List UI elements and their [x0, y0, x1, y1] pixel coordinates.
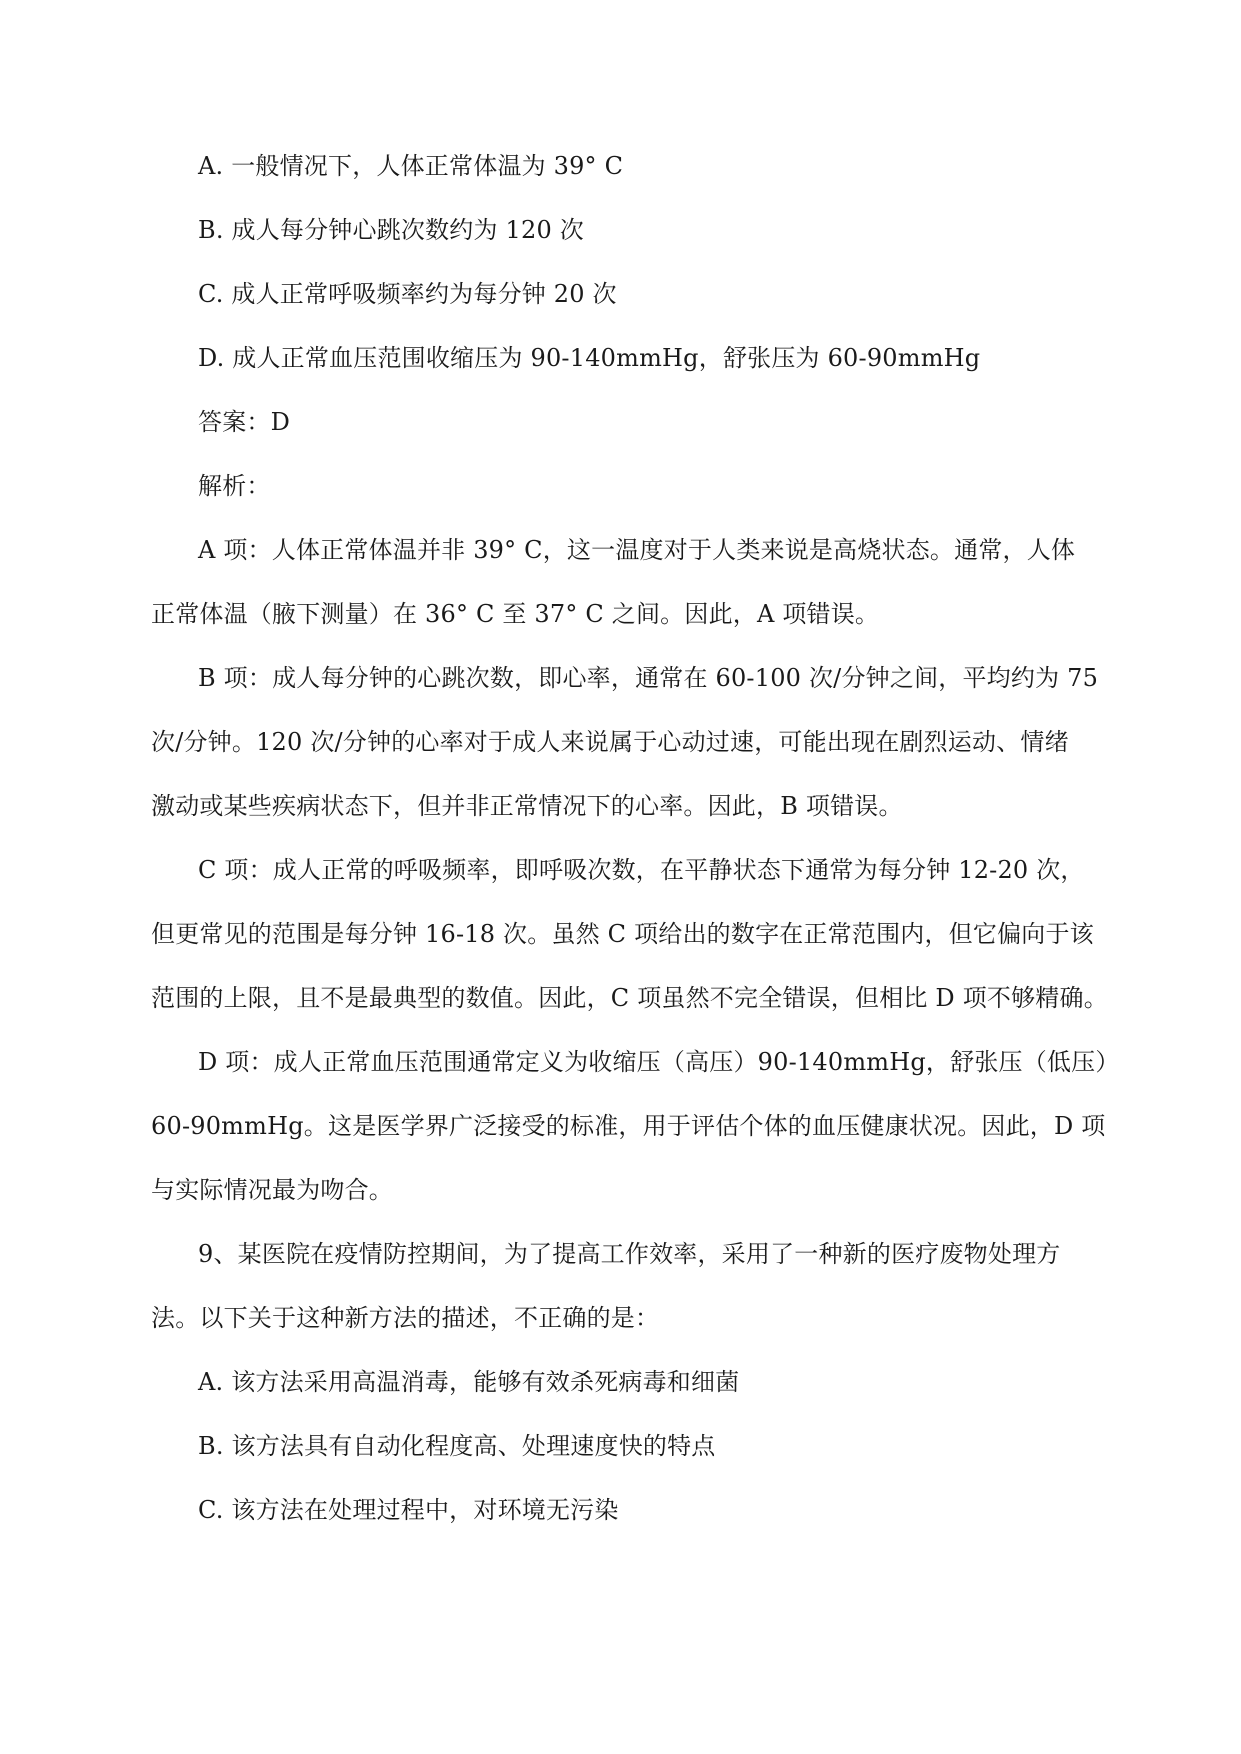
analysis-d-line-2: 60-90mmHg。这是医学界广泛接受的标准，用于评估个体的血压健康状况。因此，D 项 — [151, 1112, 1106, 1140]
analysis-heading: 解析： — [198, 472, 271, 500]
question8-option-c: C. 成人正常呼吸频率约为每分钟 20 次 — [198, 280, 617, 308]
question9-stem-line-1: 9、某医院在疫情防控期间，为了提高工作效率，采用了一种新的医疗废物处理方 — [198, 1240, 1061, 1268]
analysis-c-line-1: C 项：成人正常的呼吸频率，即呼吸次数，在平静状态下通常为每分钟 12-20 次， — [198, 856, 1085, 884]
analysis-a-line-2: 正常体温（腋下测量）在 36° C 至 37° C 之间。因此，A 项错误。 — [151, 600, 880, 628]
question8-option-a: A. 一般情况下，人体正常体温为 39° C — [198, 152, 624, 180]
analysis-c-line-3: 范围的上限，且不是最典型的数值。因此，C 项虽然不完全错误，但相比 D 项不够精确。 — [151, 984, 1108, 1012]
analysis-c-line-2: 但更常见的范围是每分钟 16-18 次。虽然 C 项给出的数字在正常范围内，但它偏向于该 — [151, 920, 1094, 948]
question9-option-a: A. 该方法采用高温消毒，能够有效杀死病毒和细菌 — [198, 1368, 740, 1396]
question9-option-b: B. 该方法具有自动化程度高、处理速度快的特点 — [198, 1432, 716, 1460]
analysis-a-line-1: A 项：人体正常体温并非 39° C，这一温度对于人类来说是高烧状态。通常，人体 — [198, 536, 1076, 564]
question9-option-c: C. 该方法在处理过程中，对环境无污染 — [198, 1496, 619, 1524]
analysis-d-line-1: D 项：成人正常血压范围通常定义为收缩压（高压）90-140mmHg，舒张压（低压） — [198, 1048, 1120, 1076]
analysis-b-line-3: 激动或某些疾病状态下，但并非正常情况下的心率。因此，B 项错误。 — [151, 792, 903, 820]
analysis-b-line-2: 次/分钟。120 次/分钟的心率对于成人来说属于心动过速，可能出现在剧烈运动、情绪 — [151, 728, 1069, 756]
question8-option-d: D. 成人正常血压范围收缩压为 90-140mmHg，舒张压为 60-90mmHg — [198, 344, 981, 372]
question8-option-b: B. 成人每分钟心跳次数约为 120 次 — [198, 216, 584, 244]
question9-stem-line-2: 法。以下关于这种新方法的描述，不正确的是： — [151, 1304, 660, 1332]
analysis-d-line-3: 与实际情况最为吻合。 — [151, 1176, 393, 1204]
answer-line: 答案：D — [198, 408, 291, 436]
analysis-b-line-1: B 项：成人每分钟的心跳次数，即心率，通常在 60-100 次/分钟之间，平均约为 75 — [198, 664, 1099, 692]
